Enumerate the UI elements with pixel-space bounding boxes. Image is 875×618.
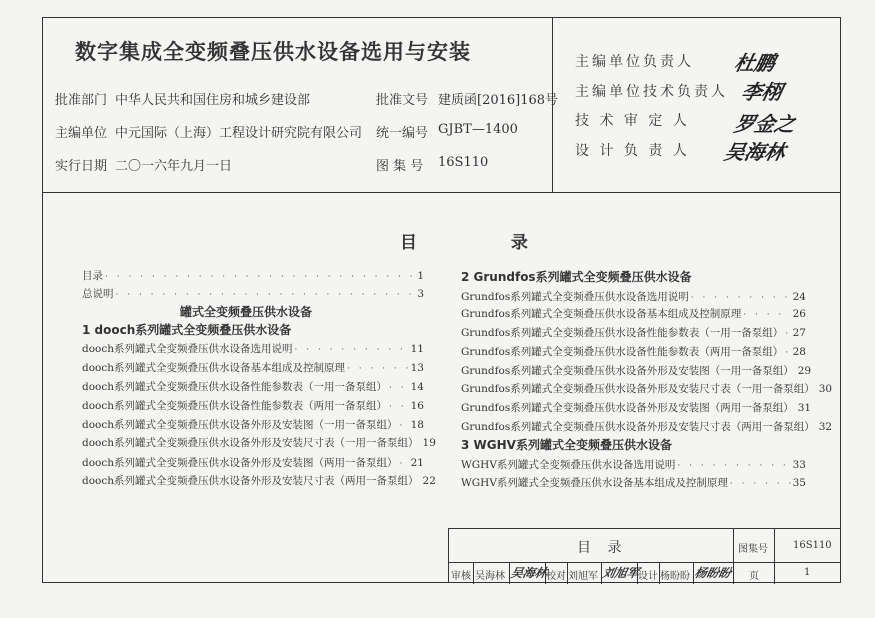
toc-entry[interactable] xyxy=(82,417,424,432)
title-block-top-row xyxy=(449,529,841,563)
approval-dept-label: 批准部门 xyxy=(55,93,108,108)
atlas-label: 图集号 xyxy=(738,544,768,555)
toc-entry-page: 30 xyxy=(818,383,833,395)
review-signature: 吴海林 xyxy=(509,566,549,580)
toc-entry-page: 28 xyxy=(792,346,806,358)
toc-entry-text: 总说明 xyxy=(82,288,114,300)
toc-entry[interactable] xyxy=(82,268,424,283)
toc-section-1: 1 dooch系列罐式全变频叠压供水设备 xyxy=(82,323,292,337)
toc-entry[interactable] xyxy=(82,435,436,450)
toc-entry-text: dooch系列罐式全变频叠压供水设备外形及安装尺寸表（两用一备泵组） xyxy=(82,475,419,487)
toc-entry-text: dooch系列罐式全变频叠压供水设备性能参数表（两用一备泵组） xyxy=(82,400,388,412)
chief-unit-label: 主编单位 xyxy=(55,126,108,141)
design-name: 杨盼盼 xyxy=(660,571,690,582)
sig-label-1: 主编单位负责人 xyxy=(575,54,694,70)
review-name: 吴海林 xyxy=(475,571,505,582)
impl-date: 二〇一六年九月一日 xyxy=(115,159,233,174)
toc-entry[interactable] xyxy=(461,363,812,378)
toc-entry-page: 31 xyxy=(797,402,812,414)
toc-entry[interactable] xyxy=(82,455,424,470)
toc-entry-page: 18 xyxy=(410,419,424,431)
page-label: 页 xyxy=(749,571,759,582)
toc-entry-page: 33 xyxy=(792,459,806,471)
toc-section-3: 3 WGHV系列罐式全变频叠压供水设备 xyxy=(461,438,672,452)
sig-label-3: 技 术 审 定 人 xyxy=(575,113,690,129)
header-separator xyxy=(42,192,841,193)
toc-entry-page: 27 xyxy=(792,327,806,339)
leader-dots xyxy=(389,402,409,412)
toc-entry[interactable] xyxy=(461,325,806,340)
signature-4: 吴海林 xyxy=(722,140,788,164)
impl-date-label: 实行日期 xyxy=(55,159,108,174)
signature-2: 李栩 xyxy=(739,80,785,104)
toc-heading: 目 录 xyxy=(400,233,572,253)
toc-entry[interactable] xyxy=(82,286,424,301)
approval-doc: 建质函[2016]168号 xyxy=(438,93,559,108)
toc-entry-page: 11 xyxy=(410,343,424,355)
check-signature: 刘旭军 xyxy=(601,566,641,580)
toc-entry-text: Grundfos系列罐式全变频叠压供水设备外形及安装尺寸表（一用一备泵组） xyxy=(461,383,815,395)
title-block xyxy=(448,528,841,583)
toc-entry[interactable] xyxy=(461,475,806,490)
toc-entry-text: dooch系列罐式全变频叠压供水设备外形及安装图（两用一备泵组） xyxy=(82,457,398,469)
leader-dots xyxy=(730,479,791,489)
toc-entry-text: Grundfos系列罐式全变频叠压供水设备外形及安装尺寸表（两用一备泵组） xyxy=(461,421,815,433)
atlas-title: 数字集成全变频叠压供水设备选用与安装 xyxy=(75,40,471,64)
check-name: 刘旭军 xyxy=(568,571,598,582)
toc-entry-text: Grundfos系列罐式全变频叠压供水设备外形及安装图（两用一备泵组） xyxy=(461,402,794,414)
leader-dots xyxy=(785,348,790,358)
unified-no: GJBT—1400 xyxy=(438,122,518,137)
approval-dept: 中华人民共和国住房和城乡建设部 xyxy=(115,93,311,108)
toc-entry[interactable] xyxy=(82,360,424,375)
toc-entry-text: dooch系列罐式全变频叠压供水设备外形及安装图（一用一备泵组） xyxy=(82,419,398,431)
atlas-no: 16S110 xyxy=(438,155,489,170)
toc-entry-text: dooch系列罐式全变频叠压供水设备基本组成及控制原理 xyxy=(82,362,346,374)
unified-no-label: 统一编号 xyxy=(376,126,429,141)
leader-dots xyxy=(116,290,416,300)
leader-dots xyxy=(743,310,790,320)
toc-group-title: 罐式全变频叠压供水设备 xyxy=(180,305,313,319)
toc-entry-page: 19 xyxy=(422,437,436,449)
design-label: 设计 xyxy=(638,571,658,582)
toc-entry[interactable] xyxy=(82,473,436,488)
leader-dots xyxy=(677,461,790,471)
toc-entry[interactable] xyxy=(82,341,424,356)
atlas-number: 16S110 xyxy=(793,540,832,551)
toc-entry-page: 32 xyxy=(818,421,833,433)
signature-1: 杜鹏 xyxy=(732,51,778,75)
toc-entry-page: 14 xyxy=(410,381,424,393)
title-block-divider xyxy=(774,529,775,584)
check-label: 校对 xyxy=(546,571,566,582)
toc-entry-page: 3 xyxy=(417,288,424,300)
sig-label-4: 设 计 负 责 人 xyxy=(575,143,690,159)
leader-dots xyxy=(105,272,415,282)
toc-entry-text: Grundfos系列罐式全变频叠压供水设备性能参数表（一用一备泵组） xyxy=(461,327,784,339)
review-label: 审核 xyxy=(451,571,471,582)
leader-dots xyxy=(295,345,409,355)
page-number: 1 xyxy=(804,567,811,578)
toc-entry[interactable] xyxy=(461,457,806,472)
chief-unit: 中元国际（上海）工程设计研究院有限公司 xyxy=(115,126,363,141)
toc-entry-page: 26 xyxy=(792,308,806,320)
toc-entry[interactable] xyxy=(461,344,806,359)
toc-section-2: 2 Grundfos系列罐式全变频叠压供水设备 xyxy=(461,270,692,284)
toc-entry-page: 16 xyxy=(410,400,424,412)
toc-entry[interactable] xyxy=(82,379,424,394)
toc-entry-text: Grundfos系列罐式全变频叠压供水设备基本组成及控制原理 xyxy=(461,308,742,320)
toc-entry-text: WGHV系列罐式全变频叠压供水设备选用说明 xyxy=(461,459,676,471)
toc-entry[interactable] xyxy=(461,400,812,415)
leader-dots xyxy=(347,364,409,374)
leader-dots xyxy=(691,293,791,303)
toc-entry[interactable] xyxy=(461,306,806,321)
toc-entry-page: 22 xyxy=(422,475,436,487)
toc-entry-page: 21 xyxy=(410,457,424,469)
toc-entry-page: 24 xyxy=(792,291,806,303)
toc-entry[interactable] xyxy=(461,289,806,304)
toc-entry-text: Grundfos系列罐式全变频叠压供水设备选用说明 xyxy=(461,291,689,303)
design-signature: 杨盼盼 xyxy=(693,566,733,580)
toc-entry-text: dooch系列罐式全变频叠压供水设备选用说明 xyxy=(82,343,293,355)
sig-label-2: 主编单位技术负责人 xyxy=(575,84,728,100)
leader-dots xyxy=(785,329,790,339)
cell-divider xyxy=(473,562,474,584)
toc-entry-text: 目录 xyxy=(82,270,103,282)
leader-dots xyxy=(400,421,409,431)
atlas-no-label: 图 集 号 xyxy=(376,159,424,174)
toc-entry[interactable] xyxy=(461,381,833,396)
toc-entry-page: 35 xyxy=(792,477,806,489)
toc-entry-page: 1 xyxy=(417,270,424,282)
toc-entry[interactable] xyxy=(82,398,424,413)
approval-doc-label: 批准文号 xyxy=(376,93,429,108)
toc-entry-text: WGHV系列罐式全变频叠压供水设备基本组成及控制原理 xyxy=(461,477,728,489)
toc-entry-text: Grundfos系列罐式全变频叠压供水设备外形及安装图（一用一备泵组） xyxy=(461,365,794,377)
title-block-divider xyxy=(733,529,734,584)
toc-entry-text: Grundfos系列罐式全变频叠压供水设备性能参数表（两用一备泵组） xyxy=(461,346,784,358)
leader-dots xyxy=(400,459,409,469)
toc-entry-text: dooch系列罐式全变频叠压供水设备外形及安装尺寸表（一用一备泵组） xyxy=(82,437,419,449)
toc-entry-page: 13 xyxy=(410,362,424,374)
signature-3: 罗金之 xyxy=(732,112,798,136)
leader-dots xyxy=(389,383,409,393)
toc-entry-page: 29 xyxy=(797,365,812,377)
title-block-name: 目 录 xyxy=(577,540,628,556)
toc-entry[interactable] xyxy=(461,419,833,434)
toc-entry-text: dooch系列罐式全变频叠压供水设备性能参数表（一用一备泵组） xyxy=(82,381,388,393)
